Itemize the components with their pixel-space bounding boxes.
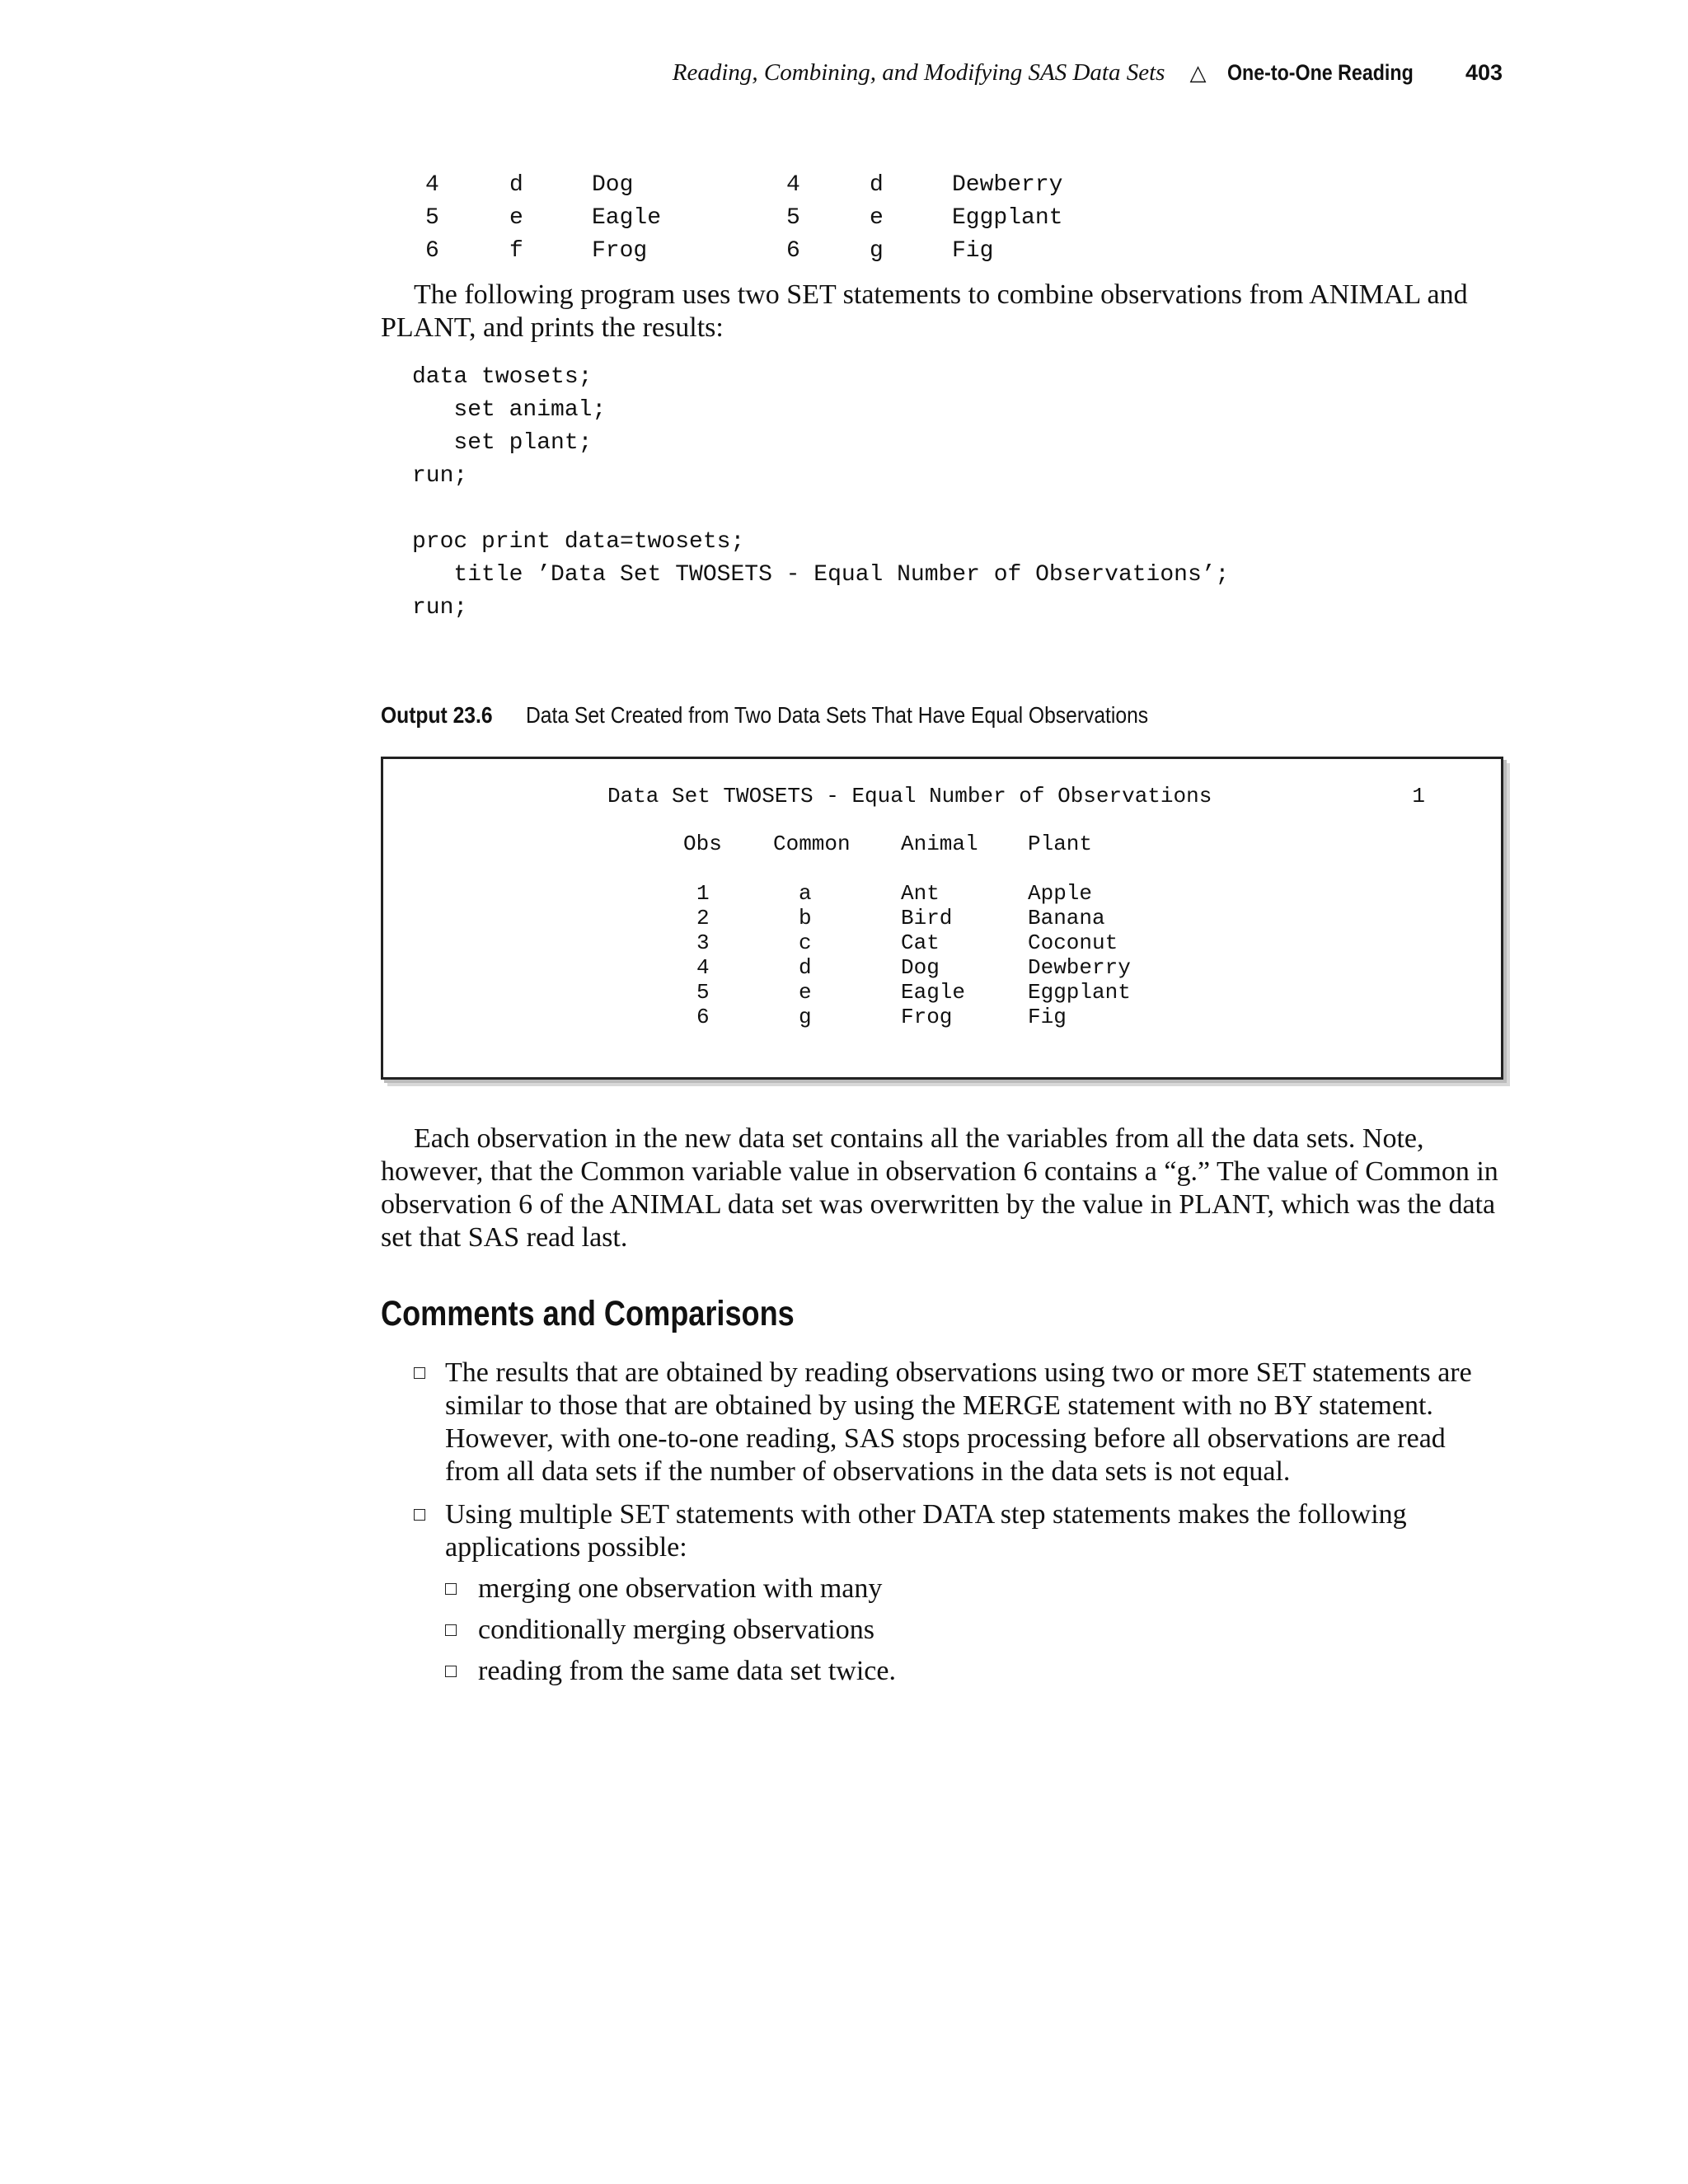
- intro-paragraph: The following program uses two SET statements to combine observations from ANIMAL and PLANT, and prints the results:: [381, 279, 1468, 343]
- explanation-paragraph: Each observation in the new data set contains all the variables from all the data sets. Note, however, that the Common variable value in observation 6 contains a “g.” The value of Common in observation 6 of the ANIMAL data set was overwritten by the value in PLANT, which was the data set that SAS read last.: [381, 1123, 1498, 1253]
- table-cell: 4: [696, 955, 710, 980]
- table-cell: d: [509, 172, 523, 198]
- table-cell: 6: [786, 238, 800, 264]
- table-cell: Frog: [592, 238, 648, 264]
- sub-bullet-text: conditionally merging observations: [478, 1615, 874, 1645]
- table-cell: 4: [786, 172, 800, 198]
- table-cell: 3: [696, 930, 710, 955]
- table-cell: 2: [696, 906, 710, 930]
- checkbox-bullet-icon: [445, 1583, 457, 1595]
- table-cell: d: [799, 955, 812, 980]
- output-table: [383, 832, 1501, 1029]
- checkbox-bullet-icon: [445, 1666, 457, 1677]
- table-cell: Dewberry: [1028, 955, 1131, 980]
- table-row: [383, 930, 1501, 955]
- running-header: [673, 59, 1503, 87]
- table-row: [383, 906, 1501, 930]
- running-header-book-title: Reading, Combining, and Modifying SAS Data Sets: [672, 59, 1165, 86]
- table-row: [383, 980, 1501, 1005]
- table-cell: g: [870, 238, 884, 264]
- output-title: Data Set TWOSETS - Equal Number of Observations: [607, 784, 1212, 808]
- sub-list-item: [445, 1614, 1502, 1647]
- table-cell: Ant: [901, 881, 940, 906]
- delta-icon: △: [1189, 61, 1207, 86]
- output-page-number: 1: [1412, 784, 1425, 808]
- output-box: [381, 757, 1503, 1080]
- table-cell: Banana: [1028, 906, 1105, 930]
- table-cell: e: [870, 205, 884, 231]
- table-cell: 5: [786, 205, 800, 231]
- sub-list-item: [445, 1655, 1502, 1688]
- output-caption-number: Output 23.6: [381, 702, 493, 728]
- output-caption-text: Data Set Created from Two Data Sets That Have Equal Observations: [525, 702, 1148, 728]
- comments-bullet-list: [381, 1357, 1502, 1698]
- table-cell: Fig: [1028, 1005, 1067, 1029]
- running-header-section: One-to-One Reading: [1227, 60, 1414, 85]
- table-cell: 6: [696, 1005, 710, 1029]
- checkbox-bullet-icon: [445, 1624, 457, 1636]
- checkbox-bullet-icon: [414, 1509, 425, 1521]
- table-cell: 5: [425, 205, 439, 231]
- table-cell: b: [799, 906, 812, 930]
- bullet-text: The results that are obtained by reading observations using two or more SET statements are similar to those that are obtained by using the MERGE statement with no BY statement. However, with one-to-one reading, SAS stops processing before all observations are read from all data sets if the number of observations in the data sets is not equal.: [445, 1357, 1472, 1487]
- table-cell: Eggplant: [952, 205, 1063, 231]
- table-cell: Frog: [901, 1005, 953, 1029]
- sub-list-item: [445, 1572, 1502, 1605]
- checkbox-bullet-icon: [414, 1367, 425, 1379]
- list-item: [381, 1498, 1502, 1688]
- table-header-row: [383, 832, 1501, 881]
- table-cell: Eagle: [901, 980, 966, 1005]
- table-cell: 1: [696, 881, 710, 906]
- table-cell: Dog: [901, 955, 940, 980]
- table-cell: e: [509, 205, 523, 231]
- sub-bullet-text: merging one observation with many: [478, 1573, 883, 1604]
- bullet-text: Using multiple SET statements with other DATA step statements makes the following applications possible:: [445, 1499, 1407, 1563]
- table-cell: g: [799, 1005, 812, 1029]
- table-cell: a: [799, 881, 812, 906]
- table-row: [383, 1005, 1501, 1029]
- list-item: [381, 1357, 1502, 1488]
- table-cell: 5: [696, 980, 710, 1005]
- output-caption: [381, 702, 1233, 729]
- column-header-common: Common: [773, 832, 851, 856]
- table-cell: Bird: [901, 906, 953, 930]
- table-cell: Dog: [592, 172, 634, 198]
- table-cell: e: [799, 980, 812, 1005]
- section-heading: Comments and Comparisons: [381, 1294, 795, 1333]
- table-cell: Dewberry: [952, 172, 1063, 198]
- sub-bullet-text: reading from the same data set twice.: [478, 1656, 896, 1686]
- table-cell: c: [799, 930, 812, 955]
- column-header-animal: Animal: [901, 832, 978, 856]
- table-cell: Eggplant: [1028, 980, 1131, 1005]
- table-cell: d: [870, 172, 884, 198]
- table-row: [383, 955, 1501, 980]
- table-cell: Fig: [952, 238, 994, 264]
- table-cell: 4: [425, 172, 439, 198]
- column-header-plant: Plant: [1028, 832, 1093, 856]
- column-header-obs: Obs: [683, 832, 722, 856]
- table-cell: f: [509, 238, 523, 264]
- table-cell: Apple: [1028, 881, 1093, 906]
- table-cell: 6: [425, 238, 439, 264]
- table-row: [383, 881, 1501, 906]
- sub-bullet-list: [445, 1572, 1502, 1688]
- table-cell: Eagle: [592, 205, 662, 231]
- table-cell: Cat: [901, 930, 940, 955]
- page-number: 403: [1465, 60, 1503, 85]
- code-listing: data twosets; set animal; set plant; run; proc print data=twosets; title ’Data Set TWOSETS - Equal Number of Observations’; run;: [412, 364, 1230, 621]
- table-cell: Coconut: [1028, 930, 1118, 955]
